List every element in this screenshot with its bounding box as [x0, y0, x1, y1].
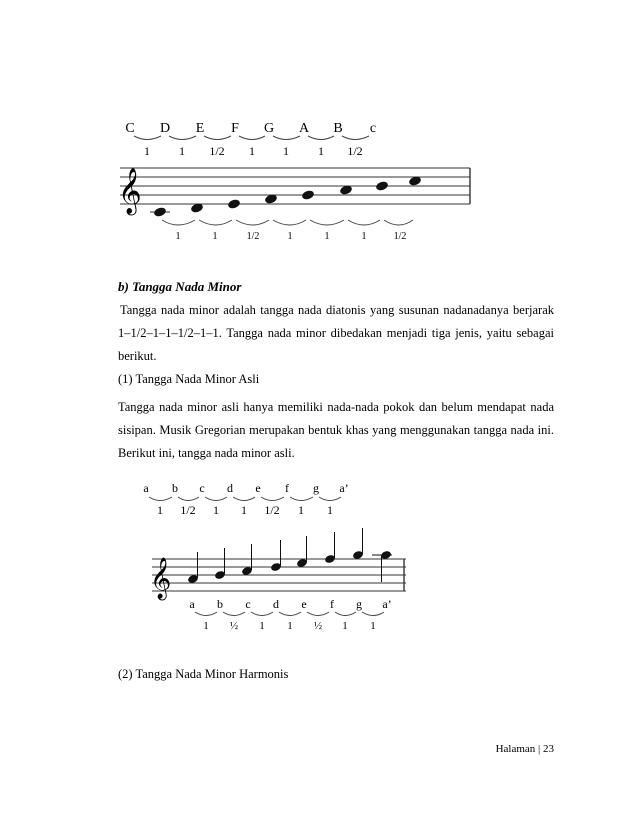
- fig1-top-note: E: [195, 121, 205, 136]
- fig1-top-arc: [239, 136, 265, 140]
- fig1-bottom-arc: [162, 220, 195, 225]
- treble-clef-icon: 𝄞: [118, 168, 142, 214]
- fig2-bottom-note: e: [301, 597, 307, 611]
- figure-natural-minor-scale: [128, 476, 428, 632]
- fig2-top-note: f: [285, 481, 289, 495]
- fig1-top-note: D: [159, 121, 171, 136]
- fig2-top-interval: 1: [241, 503, 247, 517]
- fig2-top-interval: 1: [327, 503, 333, 517]
- fig1-top-interval: 1: [318, 144, 324, 158]
- paragraph-line: berikut.: [118, 349, 157, 363]
- fig1-bottom-interval: 1: [361, 231, 367, 242]
- fig1-bottom-arc: [199, 220, 232, 225]
- paragraph-line: Tangga nada minor adalah tangga nada diatonis yang susunan nadanadanya berjarak: [120, 303, 554, 317]
- paragraph-line: Tangga nada minor asli hanya memiliki nada-nada pokok dan belum mendapat nada: [118, 400, 554, 414]
- fig2-bottom-arc: [251, 612, 273, 616]
- fig2-top-arc: [178, 497, 199, 501]
- fig2-top-interval: 1/2: [264, 503, 280, 517]
- fig2-bottom-interval: ½: [313, 620, 323, 632]
- fig2-bottom-interval: 1: [259, 620, 265, 632]
- fig2-top-note: c: [199, 481, 205, 495]
- fig1-top-arc: [134, 136, 161, 140]
- fig2-bottom-interval: 1: [342, 620, 348, 632]
- fig1-bottom-arc: [273, 220, 306, 225]
- fig1-top-interval: 1/2: [347, 144, 363, 158]
- note-head: [227, 198, 241, 210]
- fig1-top-arc: [204, 136, 231, 140]
- fig2-top-note: a’: [339, 481, 349, 495]
- fig1-top-interval: 1: [283, 144, 289, 158]
- fig1-top-note: A: [298, 121, 310, 136]
- fig1-top-interval: 1: [179, 144, 185, 158]
- fig1-top-arc: [273, 136, 300, 140]
- fig1-bottom-interval: 1: [287, 231, 293, 242]
- note-head: [375, 180, 389, 192]
- fig1-bottom-arc: [348, 220, 380, 225]
- fig1-top-interval: 1: [144, 144, 150, 158]
- fig2-top-note: b: [172, 481, 178, 495]
- fig2-top-interval: 1: [213, 503, 219, 517]
- fig2-bottom-note: f: [330, 597, 334, 611]
- fig1-top-interval: 1: [249, 144, 255, 158]
- fig2-bottom-note: b: [217, 597, 223, 611]
- fig1-bottom-interval: 1: [212, 231, 218, 242]
- fig2-bottom-arc: [335, 612, 356, 616]
- fig2-bottom-interval: 1: [203, 620, 209, 632]
- fig2-top-interval: 1: [298, 503, 304, 517]
- subsection-title: (2) Tangga Nada Minor Harmonis: [118, 667, 289, 681]
- fig1-bottom-arc: [310, 220, 344, 225]
- section-heading: b) Tangga Nada Minor: [118, 279, 242, 294]
- fig2-top-arc: [233, 497, 255, 501]
- note-head: [301, 189, 315, 201]
- paragraph-line: sisipan. Musik Gregorian merupakan bentuk khas yang menggunakan tangga nada ini.: [118, 423, 554, 437]
- fig1-top-interval: 1/2: [209, 144, 225, 158]
- fig1-top-note: C: [125, 121, 135, 136]
- fig1-bottom-arc: [384, 220, 413, 225]
- fig2-bottom-interval: 1: [287, 620, 293, 632]
- fig2-bottom-note: a: [189, 597, 195, 611]
- fig1-top-note: B: [333, 121, 343, 136]
- paragraph-minor-scale: [118, 299, 554, 368]
- note-head: [153, 206, 167, 218]
- fig2-top-note: g: [313, 481, 319, 495]
- paragraph-line: Berikut ini, tangga nada minor asli.: [118, 446, 295, 460]
- fig2-bottom-note: c: [245, 597, 251, 611]
- fig1-top-note: G: [263, 121, 275, 136]
- fig2-top-arc: [261, 497, 284, 501]
- fig2-top-arc: [290, 497, 313, 501]
- fig1-bottom-interval: 1: [324, 231, 330, 242]
- fig2-bottom-interval: ½: [229, 620, 239, 632]
- fig2-top-arc: [319, 497, 341, 501]
- fig2-bottom-arc: [195, 612, 217, 616]
- fig1-top-note: c: [369, 121, 377, 136]
- fig1-bottom-arc: [236, 220, 269, 225]
- fig1-bottom-interval: 1/2: [393, 231, 407, 242]
- fig2-bottom-note: d: [273, 597, 279, 611]
- fig1-top-arc: [308, 136, 334, 140]
- fig2-top-note: a: [143, 481, 149, 495]
- fig2-bottom-interval: 1: [370, 620, 376, 632]
- fig2-top-arc: [149, 497, 172, 501]
- fig1-top-arc: [342, 136, 369, 140]
- paragraph-line: 1–1/2–1–1–1/2–1–1. Tangga nada minor dibedakan menjadi tiga jenis, yaitu sebagai: [118, 326, 554, 340]
- fig1-top-arc: [169, 136, 196, 140]
- fig2-bottom-note: g: [356, 597, 362, 611]
- fig1-bottom-interval: 1/2: [246, 231, 260, 242]
- fig2-bottom-arc: [362, 612, 384, 616]
- fig1-bottom-interval: 1: [175, 231, 181, 242]
- fig2-bottom-arc: [279, 612, 301, 616]
- fig2-bottom-arc: [223, 612, 245, 616]
- treble-clef-icon: 𝄞: [150, 558, 172, 599]
- fig2-top-arc: [205, 497, 227, 501]
- figure-major-scale: [110, 112, 490, 252]
- subsection-title: (1) Tangga Nada Minor Asli: [118, 372, 260, 386]
- fig2-top-interval: 1/2: [180, 503, 196, 517]
- fig2-bottom-arc: [307, 612, 329, 616]
- paragraph-natural-minor: [118, 396, 554, 465]
- fig2-bottom-note: a’: [382, 597, 392, 611]
- fig2-top-note: e: [255, 481, 261, 495]
- fig2-top-note: d: [227, 481, 233, 495]
- fig1-top-note: F: [231, 121, 239, 136]
- page-number: Halaman | 23: [495, 743, 554, 755]
- fig2-top-interval: 1: [157, 503, 163, 517]
